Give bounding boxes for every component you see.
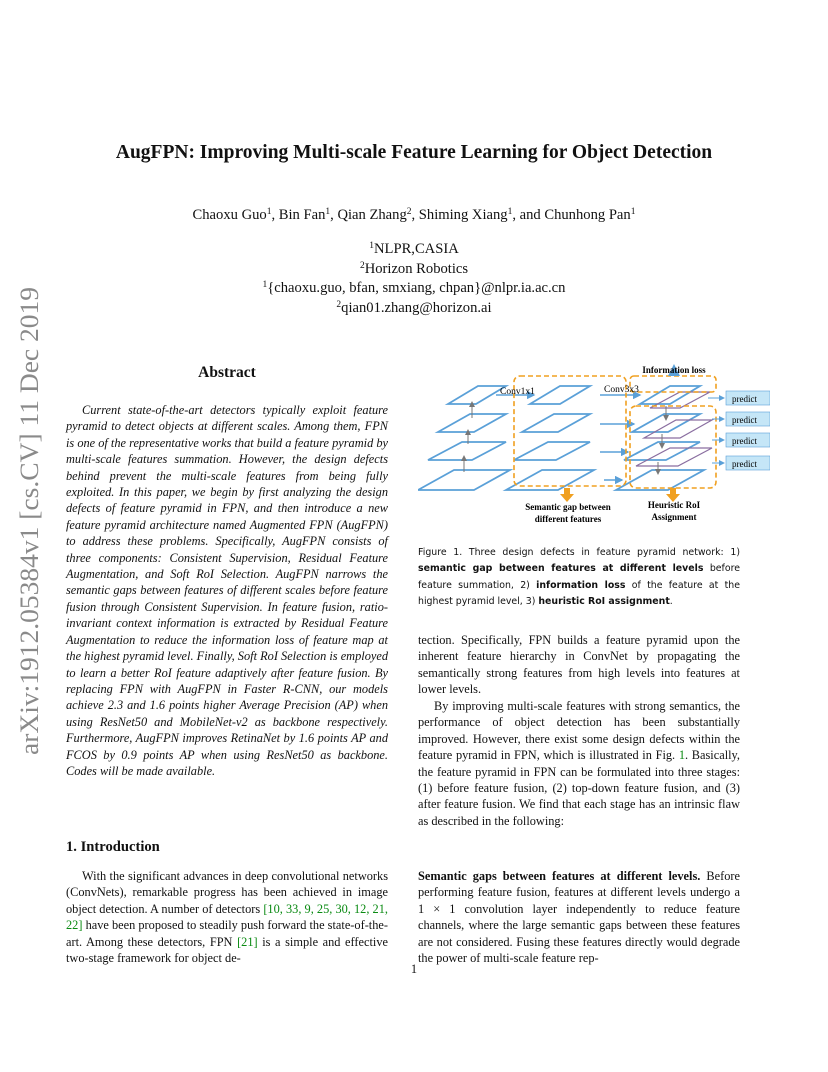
arxiv-id: arXiv:1912.05384v1 [cs.CV] 11 Dec 2019 — [15, 312, 44, 755]
label-predict: predict — [732, 459, 757, 469]
label-conv3x3: Conv3x3 — [604, 385, 639, 395]
affiliations — [0, 240, 828, 318]
section-heading-introduction: 1. Introduction — [66, 839, 160, 855]
label-information-loss: Information loss — [642, 365, 706, 375]
author-sup: 1 — [630, 206, 636, 217]
author-name: Chaoxu Guo — [192, 207, 267, 223]
figure-1-diagram — [418, 362, 770, 532]
predict-boxes — [726, 391, 770, 470]
paragraph-heading: Semantic gaps between features at different levels. — [418, 869, 701, 883]
author-list: Chaoxu Guo$^1$, Bin Fan$^1$, Qian Zhang$^2$, Shiming Xiang$^1$, and Chunhong Pan$^1$ — [192, 206, 636, 223]
intro-paragraph: With the significant advances in deep convolutional networks (ConvNets), remarkable progress has been achieved in image object detection. A number of detectors [10, 33, 9, 25, 30, 12, 21, 22] have been proposed to steadily push forward the state-of-the-art. Among these detectors, FPN [21] is a simple and effective two-stage framework for object de- — [66, 869, 388, 966]
label-heuristic-roi: Heuristic RoI — [647, 500, 701, 510]
author-name: Shiming Xiang — [418, 207, 508, 223]
citation-link[interactable]: [10, 33, 9, 25, 30, 12, 21, 22] — [66, 901, 388, 933]
author-name: Bin Fan — [278, 207, 326, 223]
abstract-heading: Abstract — [198, 364, 256, 381]
paper-title: AugFPN: Improving Multi-scale Feature Learning for Object Detection — [115, 142, 713, 163]
author-name: Chunhong Pan — [544, 207, 631, 223]
affiliation-line: $^1$NLPR,CASIA — [369, 240, 459, 257]
affiliation-email: $^1${chaoxu.guo, bfan, smxiang, chpan}@nlpr.ia.ac.cn — [262, 279, 566, 297]
pyramid-diagram — [418, 362, 770, 532]
lateral-arrows — [496, 395, 640, 480]
citation-link[interactable]: [21] — [237, 934, 258, 949]
backbone-arrows — [464, 402, 472, 472]
label-predict: predict — [732, 415, 757, 425]
label-predict: predict — [732, 436, 757, 446]
author-sup: 1 — [507, 206, 513, 217]
author-sup: 1 — [266, 206, 272, 217]
label-predict: predict — [732, 394, 757, 404]
figure-ref-link[interactable]: 1 — [678, 748, 686, 763]
affiliation-line: $^2$Horizon Robotics — [359, 260, 469, 277]
backbone-planes — [418, 386, 510, 490]
label-conv1x1: Conv1x1 — [500, 387, 535, 397]
abstract-body: Current state-of-the-art detectors typically exploit feature pyramid to detect objects at different scales. Among them, FPN is one of the representative works that build a feature pyramid by multi-scale features summation. However, the design defects behind prevent the multi-scale features from being fully exploited. In this paper, we begin by first analyzing the design defects of feature pyramid in FPN, and then introduce a new feature pyramid architecture named Augmented FPN (AugFPN) to address these problems. Specifically, AugFPN consists of three components: Consistent Supervision, Residual Feature Augmentation, and Soft RoI Selection. AugFPN narrows the semantic gaps between features of different scales before feature fusion through Consistent Supervision. In feature fusion, ratio-invariant context information is extracted by Residual Feature Augmentation to reduce the information loss of feature map at the highest pyramid level. Finally, Soft RoI Selection is employed to learn a better RoI feature adaptively after feature fusion. By replacing FPN with AugFPN in Faster R-CNN, our models achieve 2.3 and 1.6 points higher Average Precision (AP) when using ResNet50 and MobileNet-v2 as backbone respectively. Furthermore, AugFPN improves RetinaNet by 1.6 points AP and FCOS by 0.9 points AP when using ResNet50 as backbone. Codes will be made available. — [66, 403, 388, 778]
label-heuristic-roi: Assignment — [651, 512, 697, 522]
body-paragraph: By improving multi-scale features with strong semantics, the performance of object detection has been substantially improved. However, there exist some design defects within the feature pyramid in FPN, which is illustrated in Fig. 1. Basically, the feature pyramid in FPN can be formulated into three stages: (1) before feature fusion, (2) top-down feature fusion, and (3) after feature fusion. We find that each stage has an intrinsic flaw as described in the following: — [418, 699, 741, 828]
label-semantic-gap: different features — [534, 514, 602, 524]
author-sup: 2 — [406, 206, 412, 217]
label-semantic-gap: Semantic gap between — [525, 502, 611, 512]
arxiv-stamp — [2, 285, 48, 755]
body-paragraph: Semantic gaps between features at different levels. Before performing feature fusion, features at different levels undergo a 1 × 1 convolution layer independently to reduce feature channels, where the large semantic gaps between these features are not considered. Fusing these features directly would degrade the power of multi-scale feature rep- — [418, 869, 740, 966]
author-sup: 1 — [325, 206, 331, 217]
lateral-planes — [506, 386, 594, 490]
author-name: Qian Zhang — [337, 207, 407, 223]
affiliation-email: $^2$qian01.zhang@horizon.ai — [336, 299, 492, 316]
figure-1-caption: Figure 1. Three design defects in feature pyramid network: 1) semantic gap between features at different levels before feature summation, 2) information loss of the feature at the highest pyramid level, 3) heuristic RoI assignment. — [418, 547, 740, 608]
body-paragraph: tection. Specifically, FPN builds a feature pyramid upon the inherent feature hierarchy in ConvNet by propagating the semantically strong features from high levels into features at lower levels. — [418, 633, 740, 697]
page-number: 1 — [410, 962, 418, 976]
